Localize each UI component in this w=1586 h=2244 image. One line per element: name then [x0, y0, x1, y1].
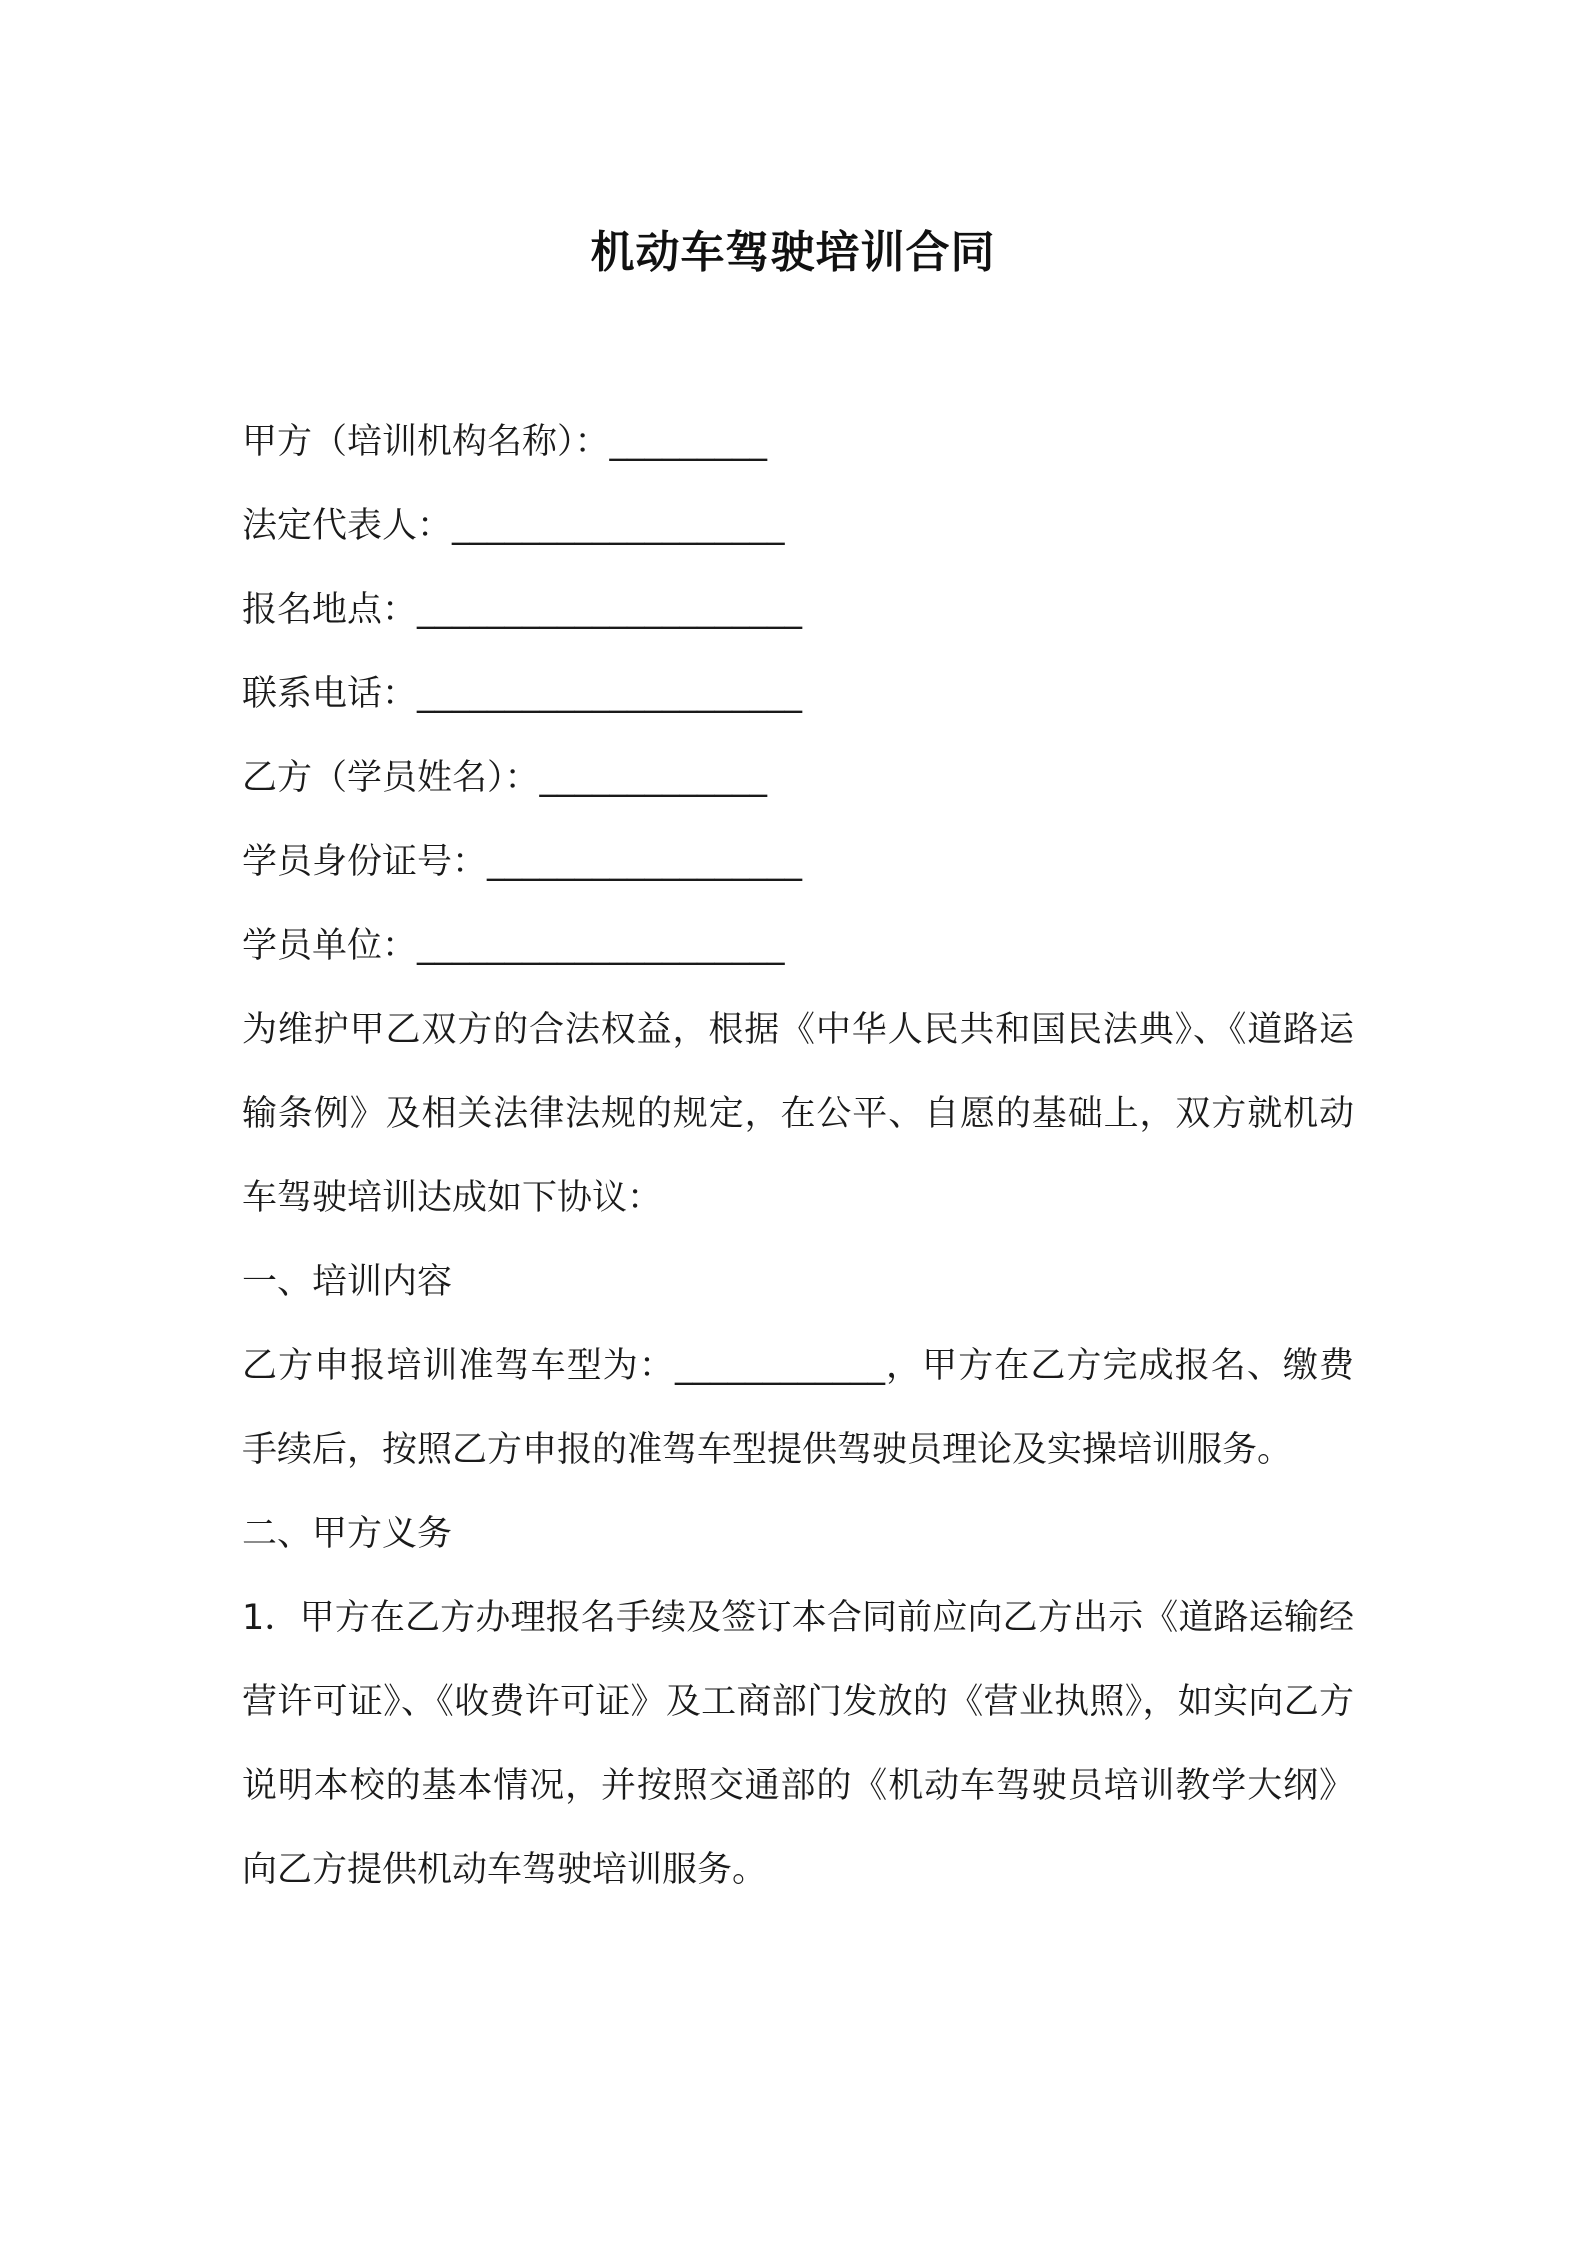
- field-party-b: 乙方（学员姓名）：_____________: [242, 758, 768, 798]
- contract-body: [242, 400, 1354, 1912]
- section-2-item-1: 1．甲方在乙方办理报名手续及签订本合同前应向乙方出示《道路运输经营许可证》、《收费许可证》及工商部门发放的《营业执照》，如实向乙方说明本校的基本情况，并按照交通部的《机动车驾驶员培训教学大纲》向乙方提供机动车驾驶培训服务。: [242, 1598, 1354, 1890]
- section-1-text: 乙方申报培训准驾车型为：____________，甲方在乙方完成报名、缴费手续后，按照乙方申报的准驾车型提供驾驶员理论及实操培训服务。: [242, 1346, 1354, 1470]
- field-employer: 学员单位：_____________________: [242, 926, 785, 966]
- field-legal-representative: 法定代表人：___________________: [242, 506, 785, 546]
- section-2-heading: 二、甲方义务: [242, 1514, 453, 1554]
- section-1-heading: 一、培训内容: [242, 1262, 453, 1302]
- field-phone: 联系电话：______________________: [242, 674, 803, 714]
- preamble-paragraph: 为维护甲乙双方的合法权益，根据《中华人民共和国民法典》、《道路运输条例》及相关法律法规的规定，在公平、自愿的基础上，双方就机动车驾驶培训达成如下协议：: [242, 1010, 1354, 1218]
- field-party-a: 甲方（培训机构名称）：_________: [242, 422, 768, 462]
- field-id-number: 学员身份证号：__________________: [242, 842, 803, 882]
- field-registration-location: 报名地点：______________________: [242, 590, 803, 630]
- document-title: 机动车驾驶培训合同: [590, 227, 996, 278]
